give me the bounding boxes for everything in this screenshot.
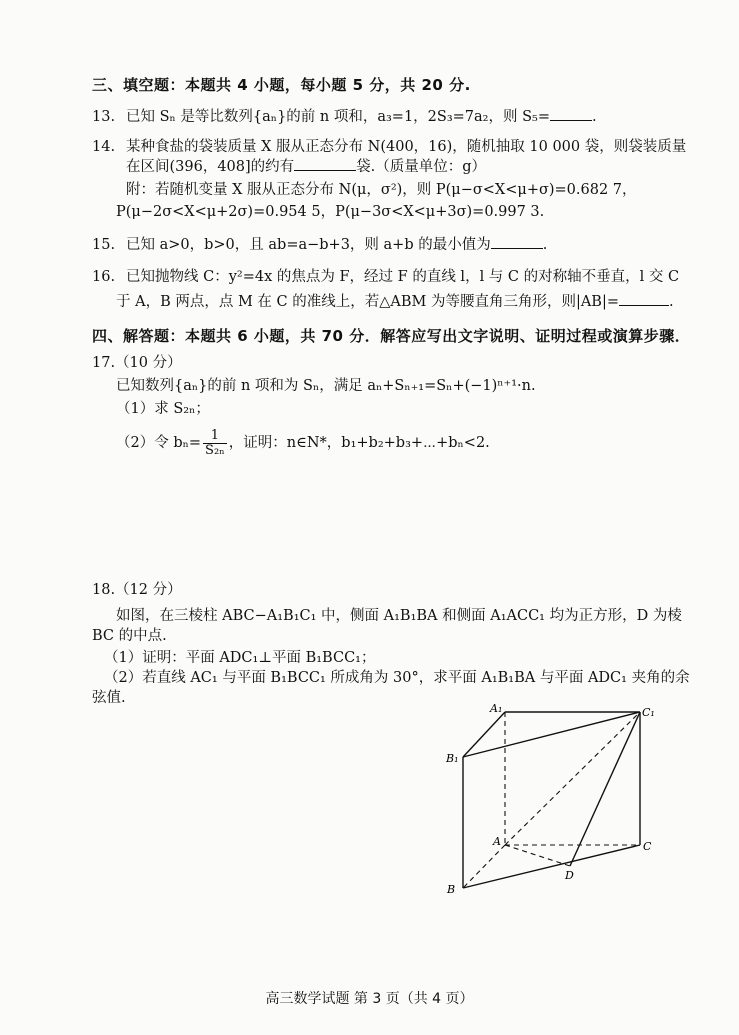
- q16-line1: 已知抛物线 C：y²=4x 的焦点为 F，经过 F 的直线 l，l 与 C 的对称轴不垂直，l 交 C: [126, 269, 680, 285]
- q15-answer-blank: [491, 236, 543, 249]
- question-16-line2: [116, 292, 674, 312]
- edge-C1D: [570, 712, 640, 866]
- q18-line1: 如图，在三棱柱 ABC−A₁B₁C₁ 中，侧面 A₁B₁BA 和侧面 A₁ACC₁ 均为正方形，D 为棱: [116, 608, 682, 624]
- q15-number: 15.: [92, 237, 116, 253]
- edge-B1A1: [463, 712, 505, 757]
- q17-part2a: （2）令 bₙ=: [116, 435, 202, 451]
- edge-B1C1: [463, 712, 640, 757]
- label-D: D: [565, 869, 574, 882]
- q16-line2: 于 A，B 两点，点 M 在 C 的准线上，若△ABM 为等腰直角三角形，则|AB|=: [116, 294, 620, 310]
- q17-fraction: [203, 429, 227, 458]
- q16-number: 16.: [92, 269, 116, 285]
- q14-answer-blank: [294, 158, 356, 171]
- q15-tail: .: [542, 237, 548, 253]
- section-4-title: 四、解答题：本题共 6 小题，共 70 分．解答应写出文字说明、证明过程或演算步骤．: [92, 327, 691, 345]
- q14-line3: 附：若随机变量 X 服从正态分布 N(μ，σ²)，则 P(μ−σ<X<μ+σ)=0.682 7，: [126, 182, 637, 198]
- q14-number: 14.: [92, 139, 116, 155]
- q14-line2a: 在区间(396，408]的约有: [126, 159, 295, 175]
- edge-AC1: [505, 712, 640, 845]
- question-15: [92, 235, 547, 255]
- edge-BC: [463, 845, 640, 888]
- label-B1: B₁: [446, 752, 459, 765]
- q15-text: 已知 a>0，b>0，且 ab=a−b+3，则 a+b 的最小值为: [126, 237, 491, 253]
- q18-line5: 弦值.: [92, 690, 126, 706]
- q17-frac-numerator: 1: [203, 429, 227, 444]
- q14-line4: P(μ−2σ<X<μ+2σ)=0.954 5，P(μ−3σ<X<μ+3σ)=0.997 3.: [116, 204, 545, 220]
- page-footer: 高三数学试题 第 3 页（共 4 页）: [265, 991, 474, 1007]
- q18-line3: （1）证明：平面 ADC₁⊥平面 B₁BCC₁；: [104, 650, 376, 666]
- q14-line2b: 袋.（质量单位：g）: [356, 159, 487, 175]
- q17-part2b: ，证明：n∈N*，b₁+b₂+b₃+⋯+bₙ<2.: [228, 435, 490, 451]
- question-14-line2: [126, 157, 486, 177]
- prism-figure: [440, 695, 670, 905]
- label-C1: C₁: [642, 706, 655, 719]
- q13-answer-blank: [550, 108, 592, 121]
- q13-number: 13.: [92, 109, 116, 125]
- prism-hidden-edges: [463, 712, 640, 888]
- edge-AD: [505, 845, 570, 866]
- q18-header: 18.（12 分）: [92, 582, 182, 598]
- label-B: B: [447, 883, 456, 896]
- q14-line1: 某种食盐的袋装质量 X 服从正态分布 N(400，16)，随机抽取 10 000 袋，则袋装质量: [126, 139, 687, 155]
- q17-stem: 已知数列{aₙ}的前 n 项和为 Sₙ，满足 aₙ+Sₙ₊₁=Sₙ+(−1)ⁿ⁺¹·n.: [116, 378, 536, 394]
- q16-answer-blank: [619, 293, 669, 306]
- q13-text: 已知 Sₙ 是等比数列{aₙ}的前 n 项和，a₃=1，2S₃=7a₂，则 S₅=: [126, 109, 550, 125]
- q18-line4: （2）若直线 AC₁ 与平面 B₁BCC₁ 所成角为 30°，求平面 A₁B₁BA 与平面 ADC₁ 夹角的余: [104, 670, 690, 686]
- question-14-line1: [92, 137, 686, 157]
- edge-AB: [463, 845, 505, 888]
- question-16-line1: [92, 267, 679, 287]
- q18-line2: BC 的中点.: [92, 628, 167, 644]
- q16-tail: .: [669, 294, 674, 310]
- q17-header: 17.（10 分）: [92, 355, 182, 371]
- q17-part2: [116, 428, 490, 458]
- label-A: A: [493, 835, 501, 848]
- label-A1: A₁: [490, 702, 503, 715]
- q17-frac-denominator: S₂ₙ: [205, 442, 225, 458]
- q17-part1: （1）求 S₂ₙ；: [116, 401, 210, 417]
- label-C: C: [643, 840, 652, 853]
- question-13: [92, 107, 597, 127]
- section-3-title: 三、填空题：本题共 4 小题，每小题 5 分，共 20 分.: [92, 76, 471, 94]
- q13-tail: .: [592, 109, 597, 125]
